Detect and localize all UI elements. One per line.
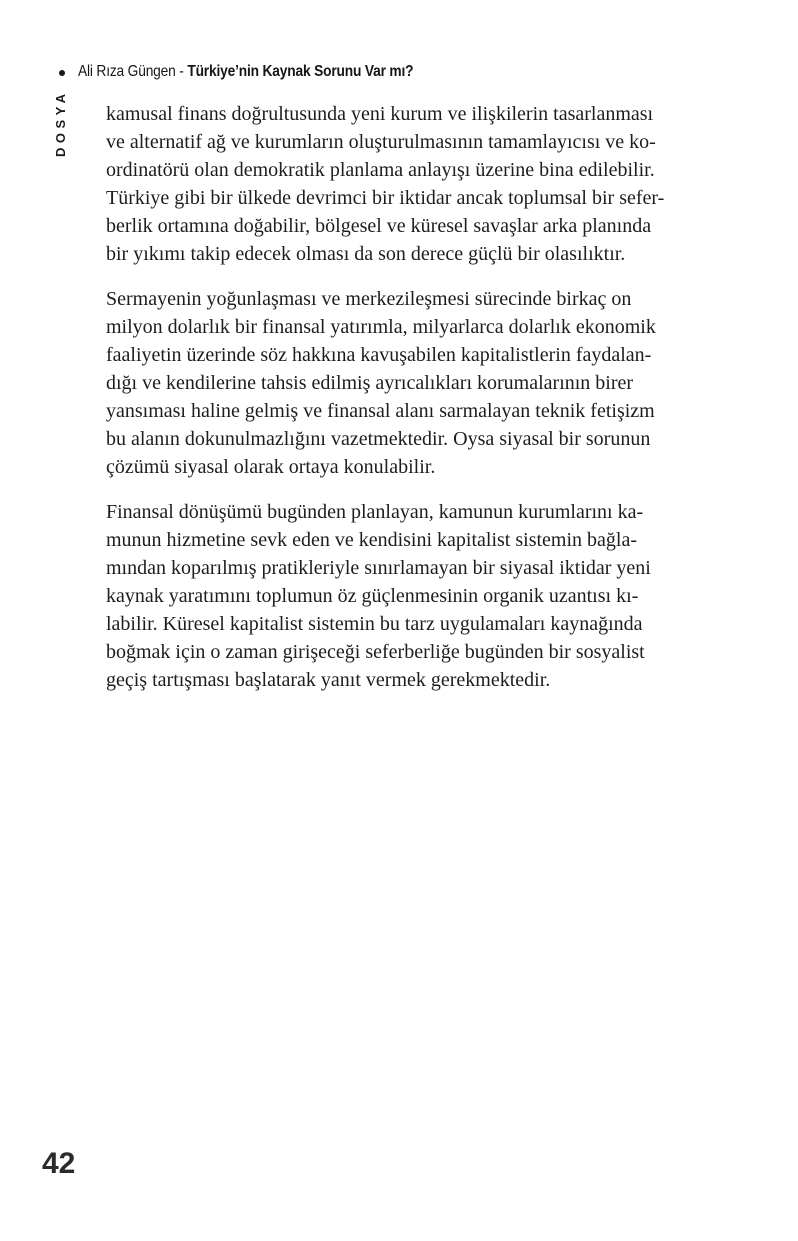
- body-text: [106, 100, 696, 711]
- text-line: Türkiye gibi bir ülkede devrimci bir iktidar ancak toplumsal bir sefer-: [106, 187, 665, 209]
- paragraph: [106, 285, 696, 481]
- paragraph: [106, 498, 696, 694]
- text-line: dığı ve kendilerine tahsis edilmiş ayrıcalıkları korumalarının birer: [106, 372, 634, 394]
- text-line: labilir. Küresel kapitalist sistemin bu tarz uygulamaları kaynağında: [106, 613, 643, 635]
- page-number: 42: [42, 1147, 76, 1180]
- text-line: munun hizmetine sevk eden ve kendisini kapitalist sistemin bağla-: [106, 529, 637, 551]
- text-line: Finansal dönüşümü bugünden planlayan, kamunun kurumlarını ka-: [106, 501, 644, 523]
- text-line: berlik ortamına doğabilir, bölgesel ve küresel savaşlar arka planında: [106, 215, 652, 237]
- text-line: kaynak yaratımını toplumun öz güçlenmesinin organik uzantısı kı-: [106, 585, 639, 607]
- text-line: geçiş tartışması başlatarak yanıt vermek gerekmektedir.: [106, 669, 551, 691]
- text-line: faaliyetin üzerinde söz hakkına kavuşabilen kapitalistlerin faydalan-: [106, 344, 652, 366]
- text-line: ve alternatif ağ ve kurumların oluşturulmasının tamamlayıcısı ve ko-: [106, 131, 656, 153]
- text-line: bu alanın dokunulmazlığını vazetmektedir. Oysa siyasal bir sorunun: [106, 428, 651, 450]
- section-label-text: DOSYA: [53, 89, 68, 157]
- text-line: çözümü siyasal olarak ortaya konulabilir.: [106, 456, 436, 478]
- text-line: yansıması haline gelmiş ve finansal alanı sarmalayan teknik fetişizm: [106, 400, 655, 422]
- text-line: boğmak için o zaman girişeceği seferberliğe bugünden bir sosyalist: [106, 641, 645, 663]
- text-line: mından koparılmış pratikleriyle sınırlamayan bir siyasal iktidar yeni: [106, 557, 651, 579]
- header-title: Türkiye’nin Kaynak Sorunu Var mı?: [187, 63, 414, 80]
- text-line: kamusal finans doğrultusunda yeni kurum ve ilişkilerin tasarlanması: [106, 103, 654, 125]
- header-text: [78, 63, 413, 81]
- text-line: bir yıkımı takip edecek olması da son derece güçlü bir olasılıktır.: [106, 243, 626, 265]
- text-line: ordinatörü olan demokratik planlama anlayışı üzerine bina edilebilir.: [106, 159, 655, 181]
- header-author: Ali Rıza Güngen -: [78, 63, 188, 80]
- page-header: [59, 63, 468, 81]
- text-line: milyon dolarlık bir finansal yatırımla, milyarlarca dolarlık ekonomik: [106, 316, 656, 338]
- paragraph: [106, 100, 696, 268]
- text-line: Sermayenin yoğunlaşması ve merkezileşmesi sürecinde birkaç on: [106, 288, 632, 310]
- bullet-icon: [59, 70, 65, 76]
